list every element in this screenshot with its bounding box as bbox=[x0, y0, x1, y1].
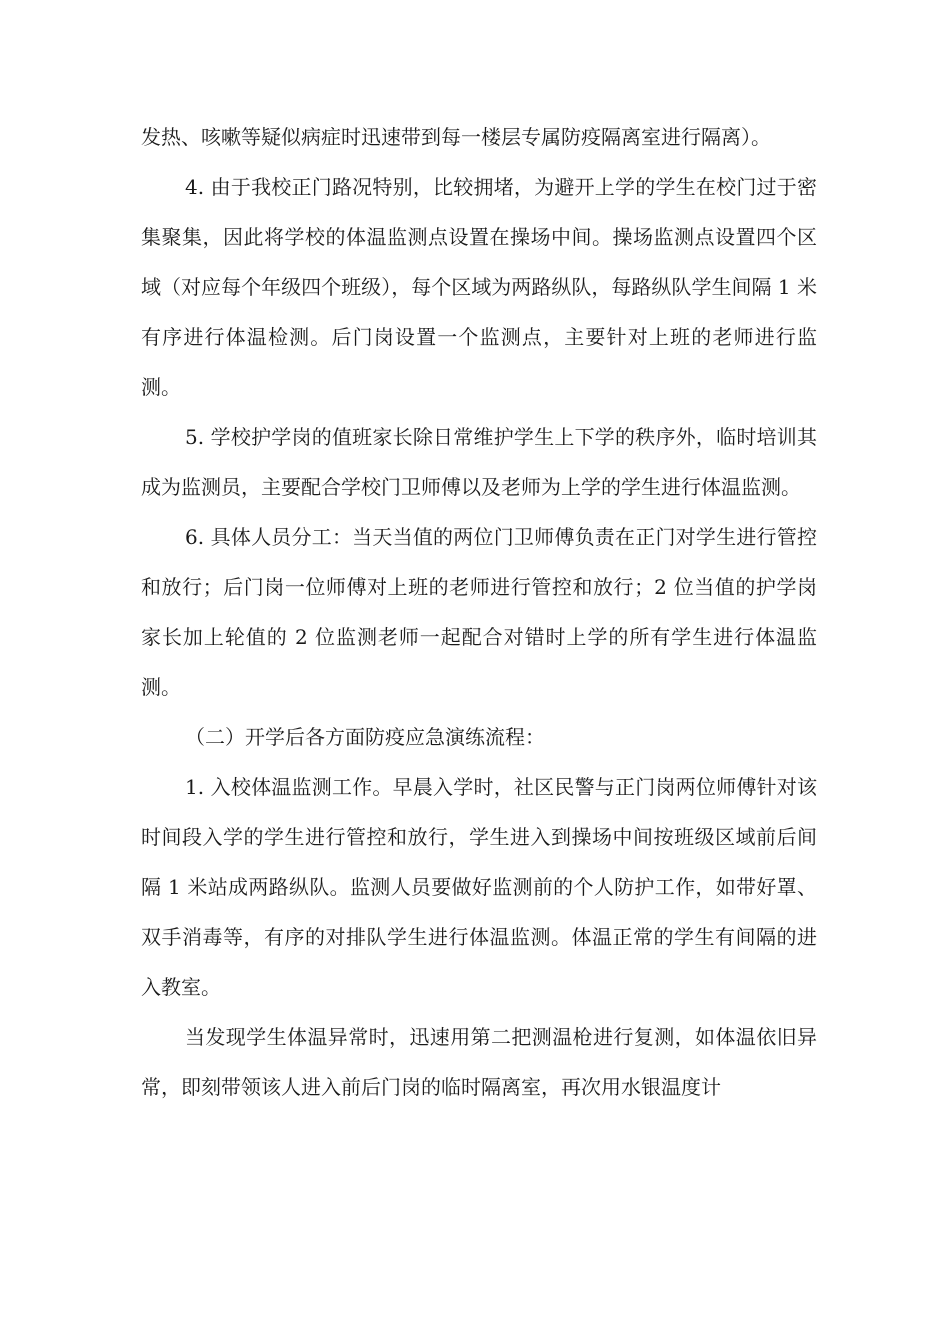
paragraph-4: 6. 具体人员分工：当天当值的两位门卫师傅负责在正门对学生进行管控和放行；后门岗一位师傅对上班的老师进行管控和放行；2 位当值的护学岗家长加上轮值的 2 位监测老师一起配合对错时上学的所有学生进行体温监测。 bbox=[141, 525, 817, 699]
paragraph-5: 1. 入校体温监测工作。早晨入学时，社区民警与正门岗两位师傅针对该时间段入学的学生进行管控和放行，学生进入到操场中间按班级区域前后间隔 1 米站成两路纵队。监测人员要做好监测前的个人防护工作，如带好罩、双手消毒等，有序的对排队学生进行体温监测。体温正常的学生有间隔的进入教室。 bbox=[141, 775, 817, 999]
paragraph-1: 发热、咳嗽等疑似病症时迅速带到每一楼层专属防疫隔离室进行隔离）。 bbox=[141, 125, 771, 149]
section-heading: （二）开学后各方面防疫应急演练流程： bbox=[185, 725, 545, 749]
paragraph-6: 当发现学生体温异常时，迅速用第二把测温枪进行复测，如体温依旧异常，即刻带领该人进入前后门岗的临时隔离室，再次用水银温度计 bbox=[141, 1025, 817, 1099]
paragraph-2: 4. 由于我校正门路况特别，比较拥堵，为避开上学的学生在校门过于密集聚集，因此将学校的体温监测点设置在操场中间。操场监测点设置四个区域（对应每个年级四个班级），每个区域为两路纵队，每路纵队学生间隔 1 米有序进行体温检测。后门岗设置一个监测点，主要针对上班的老师进行监测。 bbox=[141, 175, 817, 399]
paragraph-3: 5. 学校护学岗的值班家长除日常维护学生上下学的秩序外，临时培训其成为监测员，主要配合学校门卫师傅以及老师为上学的学生进行体温监测。 bbox=[141, 425, 817, 499]
document-page bbox=[141, 112, 817, 1112]
